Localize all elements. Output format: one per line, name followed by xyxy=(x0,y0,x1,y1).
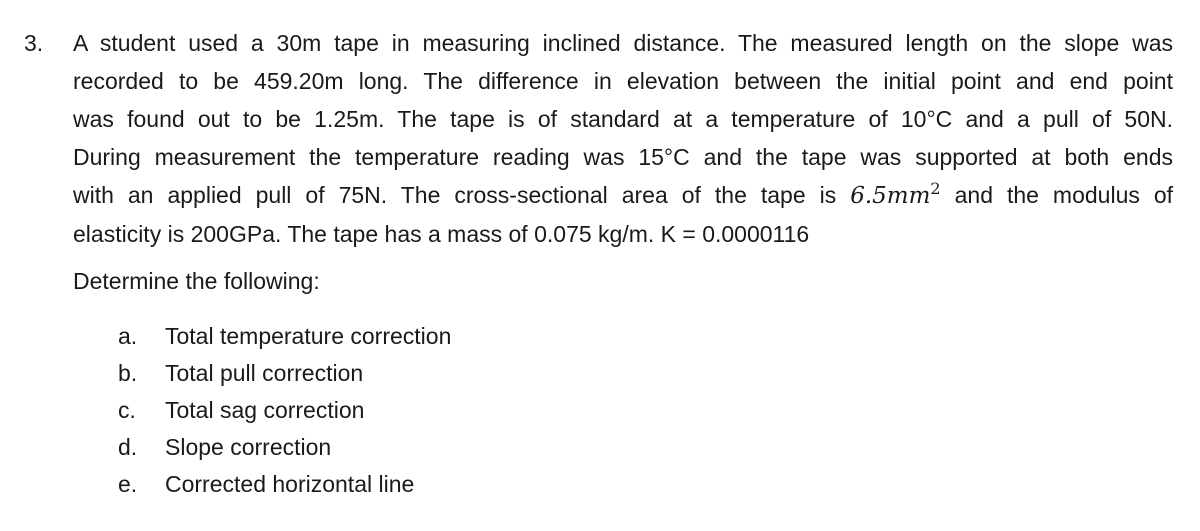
stem-line: recorded to be 459.20m long. The difference in elevation between the initial point and end point xyxy=(73,68,1173,94)
stem-line: elasticity is 200GPa. The tape has a mass of 0.075 kg/m. K = 0.0000116 xyxy=(73,221,810,247)
sub-question-text: Total pull correction xyxy=(165,360,364,386)
area-value: 6.5 xyxy=(850,183,887,209)
stem-text: with an applied pull of 75N. The cross-sectional area of the tape is xyxy=(73,182,837,208)
stem-line: A student used a 30m tape in measuring inclined distance. The measured length on the slope was xyxy=(73,30,1173,56)
stem-text: and the modulus of xyxy=(954,182,1174,208)
sub-question-letter: c. xyxy=(118,397,136,423)
sub-question-text: Total sag correction xyxy=(165,397,365,423)
sub-question-text: Total temperature correction xyxy=(165,323,452,349)
stem-line: During measurement the temperature reading was 15°C and the tape was supported at both ends xyxy=(73,144,1173,170)
sub-question-text: Corrected horizontal line xyxy=(165,471,415,497)
question-number: 3. xyxy=(24,30,44,56)
sub-question-letter: e. xyxy=(118,471,138,497)
sub-question-letter: a. xyxy=(118,323,138,349)
stem-line-area xyxy=(73,176,1173,215)
area-expression xyxy=(850,179,941,209)
stem-line: was found out to be 1.25m. The tape is of standard at a temperature of 10°C and a pull of 50N. xyxy=(73,106,1173,132)
area-unit: mm xyxy=(886,183,931,209)
sub-question-text: Slope correction xyxy=(165,434,332,460)
sub-question-letter: b. xyxy=(118,360,138,386)
question-prompt: Determine the following: xyxy=(73,268,320,294)
sub-question-letter: d. xyxy=(118,434,138,460)
area-exponent: 2 xyxy=(930,179,941,198)
question-stem xyxy=(73,24,1173,253)
